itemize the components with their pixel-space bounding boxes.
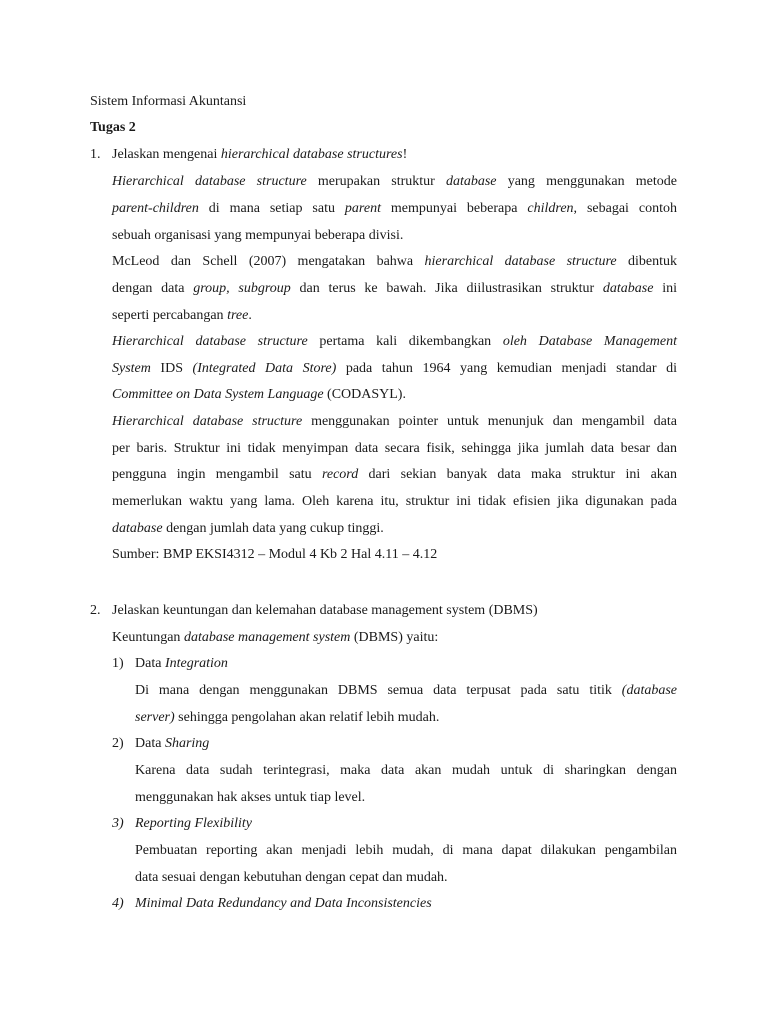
q2-item3-title: Reporting Flexibility [135,816,253,831]
q1-p1-line3: sebuah organisasi yang mempunyai beberapa divisi. [112,228,404,243]
q2-number: 2. [90,603,101,618]
q1-p4-line1: Hierarchical database structure menggunakan pointer untuk menunjuk dan mengambil data [112,414,677,429]
q1-p4-line3: pengguna ingin mengambil satu record dari sekian banyak data maka struktur ini akan [112,467,677,482]
q2-item4-number: 4) [112,896,124,911]
q1-p3-line2: System IDS (Integrated Data Store) pada tahun 1964 yang kemudian menjadi standar di [112,361,677,376]
q1-p3-line3: Committee on Data System Language (CODASYL). [112,387,406,402]
q1-question: Jelaskan mengenai hierarchical database structures! [112,147,408,162]
q1-p4-line2: per baris. Struktur ini tidak menyimpan data secara fisik, sehingga jika jumlah data besar dan [112,441,677,456]
q2-item3-body1: Pembuatan reporting akan menjadi lebih mudah, di mana dapat dilakukan pengambilan [135,843,677,858]
q1-source: Sumber: BMP EKSI4312 – Modul 4 Kb 2 Hal 4.11 – 4.12 [112,547,438,562]
q2-item4-title: Minimal Data Redundancy and Data Inconsistencies [135,896,432,911]
q1-p4-line5: database dengan jumlah data yang cukup tinggi. [112,521,384,536]
q1-number: 1. [90,147,101,162]
course-title: Sistem Informasi Akuntansi [90,94,247,109]
q2-item1-body2: server) sehingga pengolahan akan relatif lebih mudah. [135,710,440,725]
q1-p4-line4: memerlukan waktu yang lama. Oleh karena itu, struktur ini tidak efisien jika digunakan pada [112,494,677,509]
q1-p3-line1: Hierarchical database structure pertama kali dikembangkan oleh Database Management [112,334,677,349]
q2-item1-title: Data Integration [135,656,228,671]
q2-item2-body2: menggunakan hak akses untuk tiap level. [135,790,366,805]
q2-item1-body1: Di mana dengan menggunakan DBMS semua data terpusat pada satu titik (database [135,683,677,698]
q1-p2-line1: McLeod dan Schell (2007) mengatakan bahwa hierarchical database structure dibentuk [112,254,678,269]
q2-item1-number: 1) [112,656,124,671]
q2-item2-body1: Karena data sudah terintegrasi, maka data akan mudah untuk di sharingkan dengan [135,763,677,778]
q2-item3-number: 3) [112,816,124,831]
assignment-title: Tugas 2 [90,120,136,135]
q1-p2-line2: dengan data group, subgroup dan terus ke bawah. Jika diilustrasikan struktur database ini [112,281,678,296]
q2-question: Jelaskan keuntungan dan kelemahan database management system (DBMS) [112,603,538,618]
q1-p1-line1: Hierarchical database structure merupakan struktur database yang menggunakan metode [112,174,677,189]
q1-p2-line3: seperti percabangan tree. [112,308,252,323]
q2-item2-title: Data Sharing [135,736,210,751]
q2-item3-body2: data sesuai dengan kebutuhan dengan cepat dan mudah. [135,870,448,885]
q1-p1-line2: parent-children di mana setiap satu parent mempunyai beberapa children, sebagai contoh [112,201,677,216]
q2-item2-number: 2) [112,736,124,751]
q2-intro: Keuntungan database management system (DBMS) yaitu: [112,630,439,645]
